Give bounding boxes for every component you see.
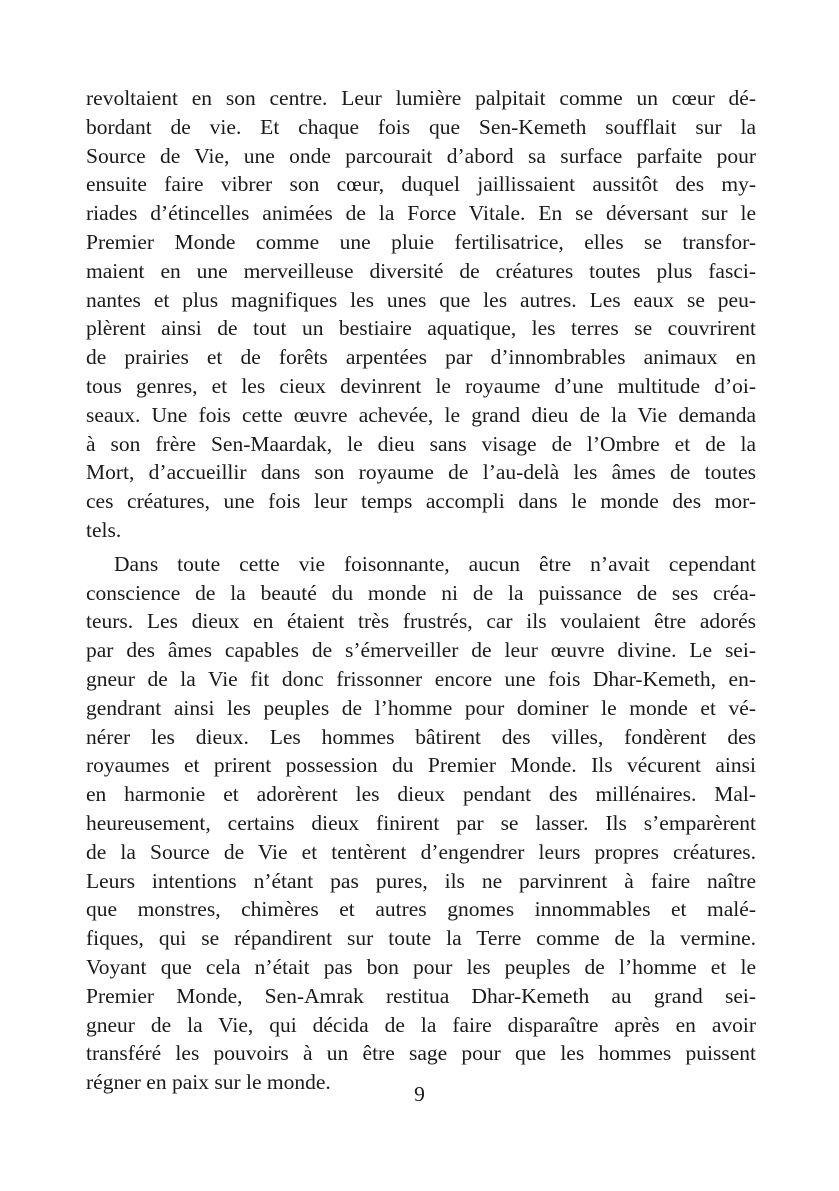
text-line: Mort, d’accueillir dans son royaume de l’au-delà les âmes de toutes <box>86 460 756 485</box>
text-line: gneur de la Vie fit donc frissonner encore une fois Dhar-Kemeth, en- <box>86 666 756 691</box>
text-line: fiques, qui se répandirent sur toute la Terre comme de la vermine. <box>86 926 756 951</box>
text-line: riades d’étincelles animées de la Force Vitale. En se déversant sur le <box>86 201 756 226</box>
text-line: maient en une merveilleuse diversité de créatures toutes plus fasci- <box>86 258 756 283</box>
text-line: Dans toute cette vie foisonnante, aucun être n’avait cependant <box>114 551 756 576</box>
text-line: en harmonie et adorèrent les dieux pendant des millénaires. Mal- <box>86 782 756 807</box>
text-line: régner en paix sur le monde. <box>86 1070 331 1095</box>
text-line: teurs. Les dieux en étaient très frustrés, car ils voulaient être adorés <box>86 609 756 634</box>
body-text <box>86 84 756 1097</box>
text-line: royaumes et prirent possession du Premier Monde. Ils vécurent ainsi <box>86 753 756 778</box>
text-line: que monstres, chimères et autres gnomes innommables et malé- <box>86 897 756 922</box>
text-line: ces créatures, une fois leur temps accompli dans le monde des mor- <box>86 489 756 514</box>
text-line: Leurs intentions n’étant pas pures, ils ne parvinrent à faire naître <box>86 868 756 893</box>
text-line: nérer les dieux. Les hommes bâtirent des villes, fondèrent des <box>86 724 756 749</box>
text-line: seaux. Une fois cette œuvre achevée, le grand dieu de la Vie demanda <box>86 402 756 427</box>
text-line: nantes et plus magnifiques les unes que les autres. Les eaux se peu- <box>86 287 756 312</box>
text-line: transféré les pouvoirs à un être sage pour que les hommes puissent <box>86 1041 756 1066</box>
text-line: Source de Vie, une onde parcourait d’abord sa surface parfaite pour <box>86 143 756 168</box>
text-line: gendrant ainsi les peuples de l’homme pour dominer le monde et vé- <box>86 695 756 720</box>
text-line: Premier Monde, Sen-Amrak restitua Dhar-Kemeth au grand sei- <box>86 983 756 1008</box>
text-line: gneur de la Vie, qui décida de la faire disparaître après en avoir <box>86 1012 756 1037</box>
text-line: plèrent ainsi de tout un bestiaire aquatique, les terres se couvrirent <box>86 316 756 341</box>
text-line: de la Source de Vie et tentèrent d’engendrer leurs propres créatures. <box>86 839 756 864</box>
text-line: conscience de la beauté du monde ni de la puissance de ses créa- <box>86 580 756 605</box>
text-line: Voyant que cela n’était pas bon pour les peuples de l’homme et le <box>86 954 756 979</box>
paragraph <box>86 550 756 1097</box>
text-line: Premier Monde comme une pluie fertilisatrice, elles se transfor- <box>86 229 756 254</box>
paragraph <box>86 84 756 545</box>
text-line: ensuite faire vibrer son cœur, duquel jaillissaient aussitôt des my- <box>86 172 756 197</box>
text-line: tous genres, et les cieux devinrent le royaume d’une multitude d’oi- <box>86 373 756 398</box>
text-line: à son frère Sen-Maardak, le dieu sans visage de l’Ombre et de la <box>86 431 756 456</box>
text-line: heureusement, certains dieux finirent par se lasser. Ils s’emparèrent <box>86 810 756 835</box>
text-line: revoltaient en son centre. Leur lumière palpitait comme un cœur dé- <box>86 86 756 110</box>
text-line: par des âmes capables de s’émerveiller de leur œuvre divine. Le sei- <box>86 638 756 663</box>
page-number: 9 <box>414 1082 425 1106</box>
text-line: bordant de vie. Et chaque fois que Sen-Kemeth soufflait sur la <box>86 114 756 139</box>
text-line: de prairies et de forêts arpentées par d’innombrables animaux en <box>86 345 756 370</box>
text-line: tels. <box>86 517 122 542</box>
